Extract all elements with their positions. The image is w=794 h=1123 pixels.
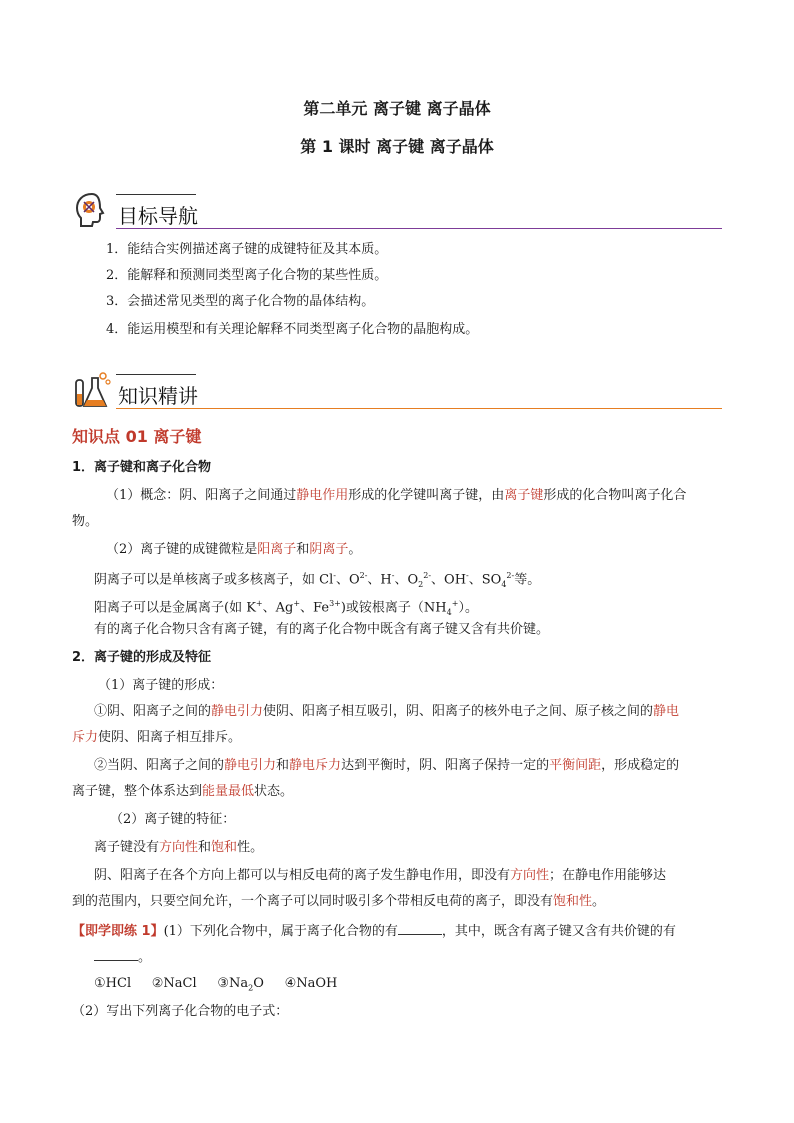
paragraph-particles: （2）离子键的成键微粒是阳离子和阴离子。 (106, 542, 362, 557)
exercise-question-2: （2）写出下列离子化合物的电子式： (72, 1004, 289, 1019)
section-title-knowledge: 知识精讲 (118, 384, 198, 408)
paragraph-no-direction: 离子键没有方向性和饱和性。 (94, 840, 264, 855)
section-title-goals: 目标导航 (118, 204, 198, 228)
paragraph-anions: 阴离子可以是单核离子或多核离子，如 Cl-、$O^{2-}$、H-、$O_2^{2-}$、OH-、$SO_4^{2-}$等。 (94, 571, 541, 589)
exercise-question-1: 【即学即练 1】(1）下列化合物中，属于离子化合物的有 ，其中，既含有离子键又含有共价键的有 (72, 920, 676, 942)
exercise-options (94, 974, 337, 999)
heading-1: 1．离子键和离子化合物 (72, 460, 212, 475)
page-title: 第二单元 离子键 离子晶体 (303, 99, 491, 118)
paragraph-concept-cont: 物。 (72, 514, 99, 529)
goal-item-2: 2．能解释和预测同类型离子化合物的某些性质。 (106, 268, 388, 283)
section-divider (116, 408, 722, 409)
paragraph-compounds: 有的离子化合物只含有离子键，有的离子化合物中既含有离子键又含有共价键。 (94, 622, 550, 637)
option-4: ④NaOH (284, 976, 338, 991)
paragraph-features: （2）离子键的特征： (110, 812, 236, 827)
option-2: ②NaCl (151, 976, 197, 991)
brain-head-icon (72, 190, 112, 232)
answer-blank-2[interactable] (94, 946, 138, 961)
paragraph-explanation: 阴、阳离子在各个方向上都可以与相反电荷的离子发生静电作用，即没有方向性；在静电作用能够达 (94, 868, 667, 883)
section-divider (116, 228, 722, 229)
section-top-line (116, 194, 196, 195)
goal-item-4: 4．能运用模型和有关理论解释不同类型离子化合物的晶胞构成。 (106, 322, 479, 337)
knowledge-point-title: 知识点 01 离子键 (72, 427, 202, 446)
heading-2: 2．离子键的形成及特征 (72, 650, 212, 665)
paragraph-attraction-cont: 斥力使阴、阳离子相互排斥。 (72, 730, 242, 745)
section-header-knowledge (72, 370, 722, 414)
section-top-line (116, 374, 196, 375)
answer-blank-1[interactable] (398, 920, 442, 935)
paragraph-attraction: ①阴、阳离子之间的静电引力使阴、阳离子相互吸引，阴、阳离子的核外电子之间、原子核之间的静电 (94, 704, 680, 719)
page-subtitle: 第 1 课时 离子键 离子晶体 (300, 137, 494, 156)
option-3: $③Na_2O$ (217, 976, 264, 993)
goal-item-3: 3．会描述常见类型的离子化合物的晶体结构。 (106, 294, 375, 309)
paragraph-concept: （1）概念：阴、阳离子之间通过静电作用形成的化学键叫离子键，由离子键形成的化合物叫离子化合 (106, 488, 687, 503)
exercise-tag: 【即学即练 1】 (72, 924, 164, 939)
option-1: ①HCl (94, 976, 132, 991)
flask-icon (72, 370, 112, 412)
section-header-goals (72, 190, 722, 234)
exercise-question-1-cont: 。 (94, 946, 151, 968)
paragraph-explanation-cont: 到的范围内，只要空间允许，一个离子可以同时吸引多个带相反电荷的离子，即没有饱和性。 (72, 894, 606, 909)
paragraph-formation: （1）离子键的形成： (98, 678, 224, 693)
paragraph-cations: 阳离子可以是金属离子(如 K+、Ag+、$Fe^{3+}$)或铵根离子$(NH_4^+)$。 (94, 599, 478, 617)
paragraph-balance-cont: 离子键，整个体系达到能量最低状态。 (72, 784, 294, 799)
goal-item-1: 1．能结合实例描述离子键的成键特征及其本质。 (106, 242, 388, 257)
paragraph-balance: ②当阴、阳离子之间的静电引力和静电斥力达到平衡时，阴、阳离子保持一定的平衡间距，形成稳定的 (94, 758, 680, 773)
